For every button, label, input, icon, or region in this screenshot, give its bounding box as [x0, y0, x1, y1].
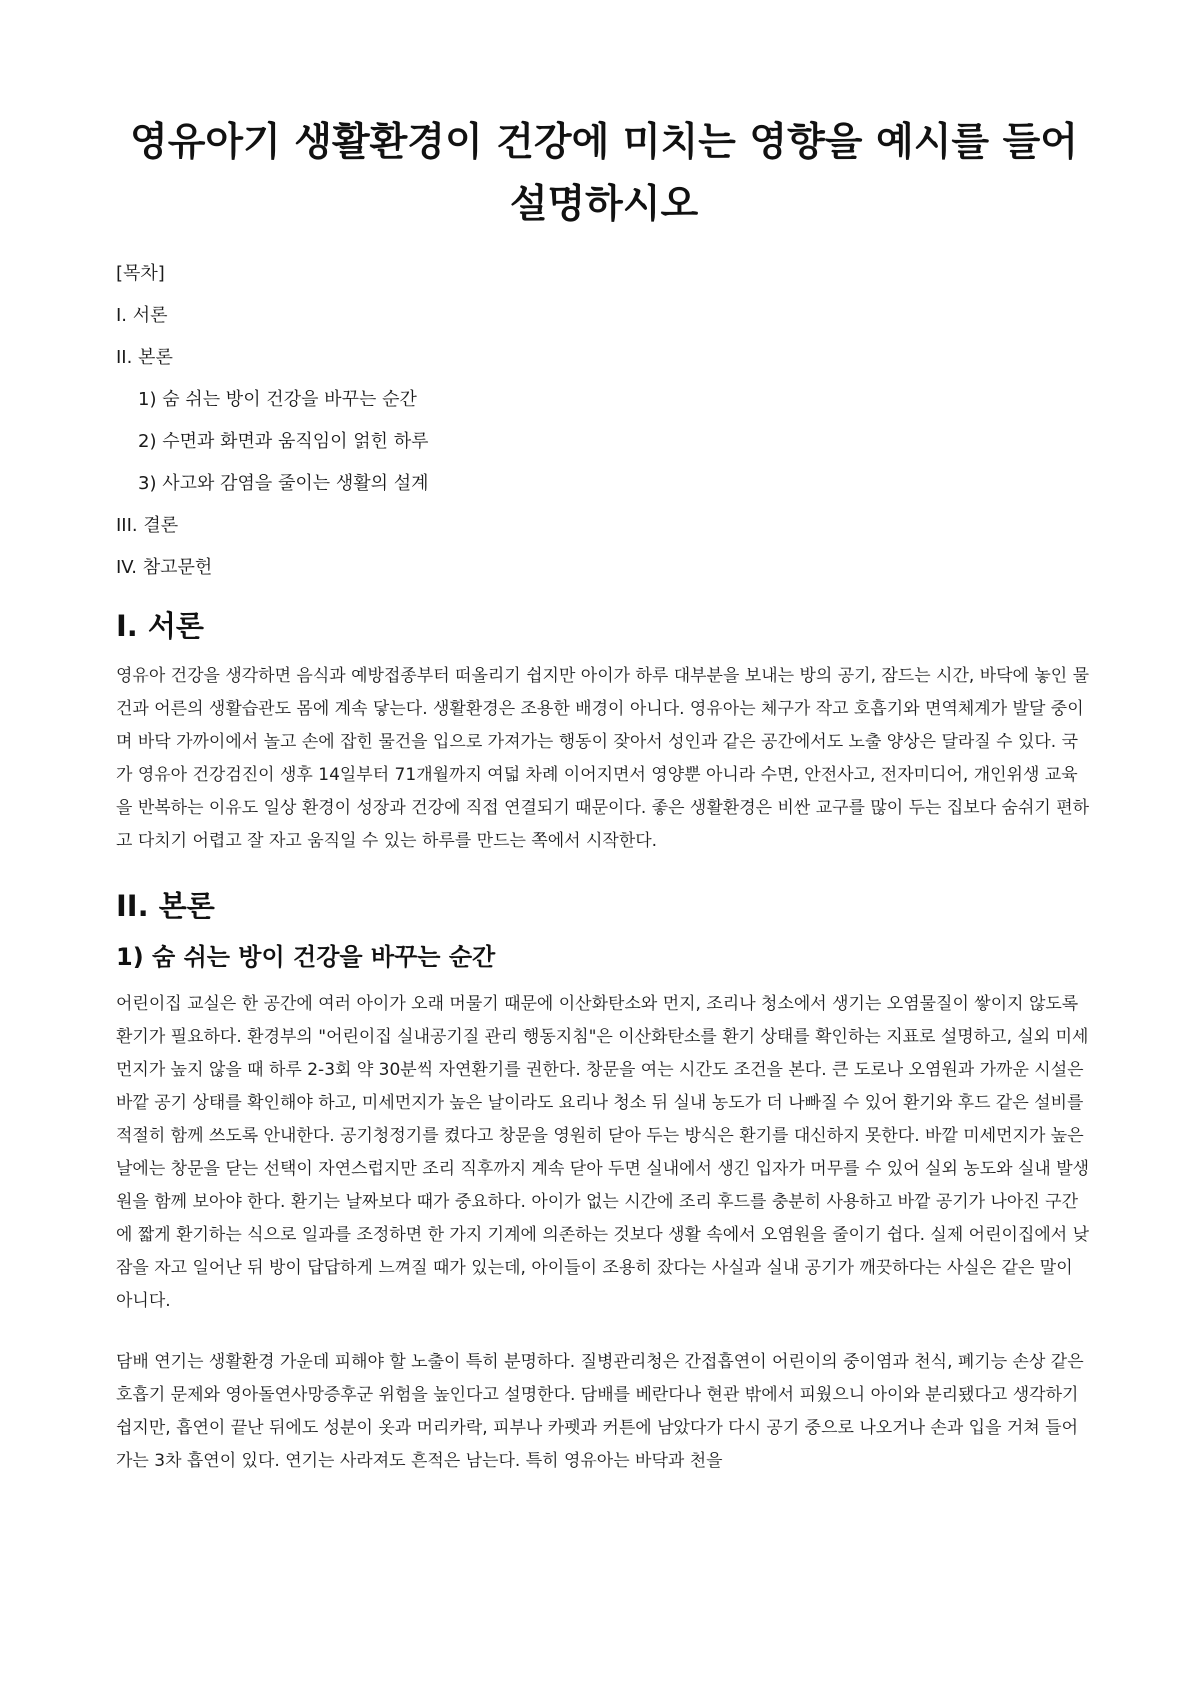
toc-item-conclusion: III. 결론 — [116, 515, 179, 536]
introduction-heading: I. 서론 — [116, 609, 204, 643]
main-body-heading: II. 본론 — [116, 889, 215, 923]
subsection-1-paragraph-2: 담배 연기는 생활환경 가운데 피해야 할 노출이 특히 분명하다. 질병관리청은 간접흡연이 어린이의 중이염과 천식, 폐기능 손상 같은 호흡기 문제와 영아돌연사망증후군 위험을 높인다고 설명한다. 담배를 베란다나 현관 밖에서 피웠으니 아이와 분리됐다고 생각하기 쉽지만, 흡연이 끝난 뒤에도 성분이 옷과 머리카락, 피부나 카펫과 커튼에 남았다가 다시 공기 중으로 나오거나 손과 입을 거쳐 들어가는 3차 흡연이 있다. 연기는 사라져도 흔적은 남는다. 특히 영유아는 바닥과 천을 — [116, 1352, 1084, 1471]
toc-item-subsection-3: 3) 사고와 감염을 줄이는 생활의 설계 — [138, 473, 429, 494]
introduction-section — [116, 606, 1092, 858]
main-body-section — [116, 886, 1092, 1478]
introduction-paragraph: 영유아 건강을 생각하면 음식과 예방접종부터 떠올리기 쉽지만 아이가 하루 대부분을 보내는 방의 공기, 잠드는 시간, 바닥에 놓인 물건과 어른의 생활습관도 몸에 계속 닿는다. 생활환경은 조용한 배경이 아니다. 영유아는 체구가 작고 호흡기와 면역체계가 발달 중이며 바닥 가까이에서 놀고 손에 잡힌 물건을 입으로 가져가는 행동이 잦아서 성인과 같은 공간에서도 노출 양상은 달라질 수 있다. 국가 영유아 건강검진이 생후 14일부터 71개월까지 여덟 차례 이어지면서 영양뿐 아니라 수면, 안전사고, 전자미디어, 개인위생 교육을 반복하는 이유도 일상 환경이 성장과 건강에 직접 연결되기 때문이다. 좋은 생활환경은 비싼 교구를 많이 두는 집보다 숨쉬기 편하고 다치기 어렵고 잘 자고 움직일 수 있는 하루를 만드는 쪽에서 시작한다. — [116, 666, 1090, 851]
subsection-1 — [116, 940, 1092, 1478]
toc-heading: [목차] — [116, 263, 165, 284]
document-title: 영유아기 생활환경이 건강에 미치는 영향을 예시를 들어 설명하시오 — [130, 120, 1078, 227]
subsection-1-paragraph-1: 어린이집 교실은 한 공간에 여러 아이가 오래 머물기 때문에 이산화탄소와 먼지, 조리나 청소에서 생기는 오염물질이 쌓이지 않도록 환기가 필요하다. 환경부의 "어린이집 실내공기질 관리 행동지침"은 이산화탄소를 환기 상태를 확인하는 지표로 설명하고, 실외 미세먼지가 높지 않을 때 하루 2-3회 약 30분씩 자연환기를 권한다. 창문을 여는 시간도 조건을 본다. 큰 도로나 오염원과 가까운 시설은 바깥 공기 상태를 확인해야 하고, 미세먼지가 높은 날이라도 요리나 청소 뒤 실내 농도가 더 나빠질 수 있어 환기와 후드 같은 설비를 적절히 함께 쓰도록 안내한다. 공기청정기를 켰다고 창문을 영원히 닫아 두는 방식은 환기를 대신하지 못한다. 바깥 미세먼지가 높은 날에는 창문을 닫는 선택이 자연스럽지만 조리 직후까지 계속 닫아 두면 실내에서 생긴 입자가 머무를 수 있어 실외 농도와 실내 발생원을 함께 보아야 한다. 환기는 날짜보다 때가 중요하다. 아이가 없는 시간에 조리 후드를 충분히 사용하고 바깥 공기가 나아진 구간에 짧게 환기하는 식으로 일과를 조정하면 한 가지 기계에 의존하는 것보다 생활 속에서 오염원을 줄이기 쉽다. 실제 어린이집에서 낮잠을 자고 일어난 뒤 방이 답답하게 느껴질 때가 있는데, 아이들이 조용히 잤다는 사실과 실내 공기가 깨끗하다는 사실은 같은 말이 아니다. — [116, 994, 1090, 1311]
toc-item-subsection-2: 2) 수면과 화면과 움직임이 얽힌 하루 — [138, 431, 429, 452]
toc-item-subsection-1: 1) 숨 쉬는 방이 건강을 바꾸는 순간 — [138, 389, 417, 410]
table-of-contents — [116, 262, 1092, 580]
toc-item-introduction: I. 서론 — [116, 305, 168, 326]
subsection-1-heading: 1) 숨 쉬는 방이 건강을 바꾸는 순간 — [116, 943, 496, 971]
toc-item-main-body: II. 본론 — [116, 347, 173, 368]
toc-item-references: IV. 참고문헌 — [116, 557, 213, 578]
